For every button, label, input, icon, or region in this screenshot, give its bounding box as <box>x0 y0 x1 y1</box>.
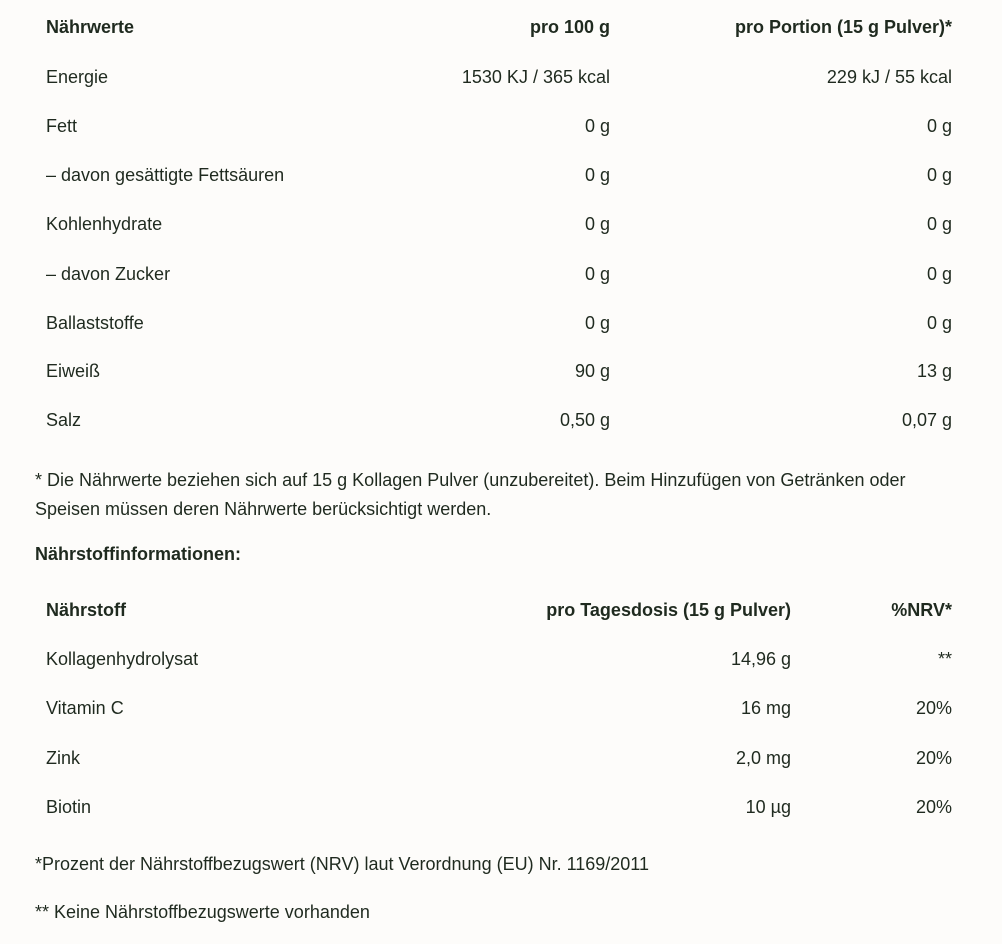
row-label: Kohlenhydrate <box>46 214 163 234</box>
nutrition-table-header <box>46 3 952 52</box>
value-per-portion: 229 kJ / 55 kcal <box>826 67 952 87</box>
section-heading: Nährstoffinformationen: <box>35 544 241 564</box>
no-reference-footnote: ** Keine Nährstoffbezugswerte vorhanden <box>35 902 370 922</box>
value-per-portion: 0 g <box>926 116 952 136</box>
value-nrv: 20% <box>915 698 952 718</box>
value-per-100g: 0,50 g <box>559 410 610 430</box>
value-nrv: ** <box>937 649 952 669</box>
table-row <box>46 250 952 299</box>
value-per-portion: 0 g <box>926 313 952 333</box>
row-label: Energie <box>46 67 109 87</box>
value-per-100g: 0 g <box>584 313 610 333</box>
table-row <box>46 396 952 445</box>
column-header-nrv: %NRV* <box>891 600 952 620</box>
table-row <box>46 347 952 396</box>
value-per-100g: 90 g <box>574 361 610 381</box>
value-per-portion: 0 g <box>926 165 952 185</box>
row-label: Ballaststoffe <box>46 313 144 333</box>
value-per-portion: 0 g <box>926 214 952 234</box>
row-label: – davon Zucker <box>46 264 171 284</box>
table-row <box>46 200 952 249</box>
table-row <box>46 151 952 200</box>
value-per-100g: 0 g <box>584 264 610 284</box>
nutrition-footnote: * Die Nährwerte beziehen sich auf 15 g Kollagen Pulver (unzubereitet). Beim Hinzufügen von Getränken oder Speisen müssen deren Nährwerte berücksichtigt werden. <box>35 470 906 519</box>
value-per-daily-dose: 2,0 mg <box>735 748 791 768</box>
value-nrv: 20% <box>915 797 952 817</box>
value-per-100g: 0 g <box>584 116 610 136</box>
row-label: Vitamin C <box>46 698 124 718</box>
table-row <box>46 734 952 783</box>
row-label: – davon gesättigte Fettsäuren <box>46 165 285 185</box>
table-row <box>46 783 952 832</box>
value-nrv: 20% <box>915 748 952 768</box>
column-header-per-100g: pro 100 g <box>529 17 610 37</box>
value-per-100g: 0 g <box>584 214 610 234</box>
table-row <box>46 102 952 151</box>
value-per-daily-dose: 14,96 g <box>730 649 791 669</box>
value-per-100g: 0 g <box>584 165 610 185</box>
table-row <box>46 684 952 733</box>
row-label: Biotin <box>46 797 92 817</box>
column-header-per-daily-dose: pro Tagesdosis (15 g Pulver) <box>546 600 791 620</box>
nrv-footnote: *Prozent der Nährstoffbezugswert (NRV) laut Verordnung (EU) Nr. 1169/2011 <box>35 854 649 874</box>
row-label: Fett <box>46 116 78 136</box>
column-header-per-portion: pro Portion (15 g Pulver)* <box>734 17 952 37</box>
value-per-daily-dose: 16 mg <box>740 698 791 718</box>
value-per-portion: 0,07 g <box>901 410 952 430</box>
value-per-100g: 1530 KJ / 365 kcal <box>461 67 610 87</box>
value-per-portion: 13 g <box>916 361 952 381</box>
nutrient-table-header <box>46 586 952 635</box>
table-row <box>46 635 952 684</box>
column-header-naehrstoff: Nährstoff <box>46 600 126 620</box>
value-per-daily-dose: 10 µg <box>745 797 791 817</box>
table-row <box>46 53 952 102</box>
row-label: Zink <box>46 748 81 768</box>
row-label: Kollagenhydrolysat <box>46 649 199 669</box>
row-label: Salz <box>46 410 82 430</box>
row-label: Eiweiß <box>46 361 101 381</box>
table-row <box>46 299 952 348</box>
column-header-naehrwerte: Nährwerte <box>46 17 135 37</box>
value-per-portion: 0 g <box>926 264 952 284</box>
